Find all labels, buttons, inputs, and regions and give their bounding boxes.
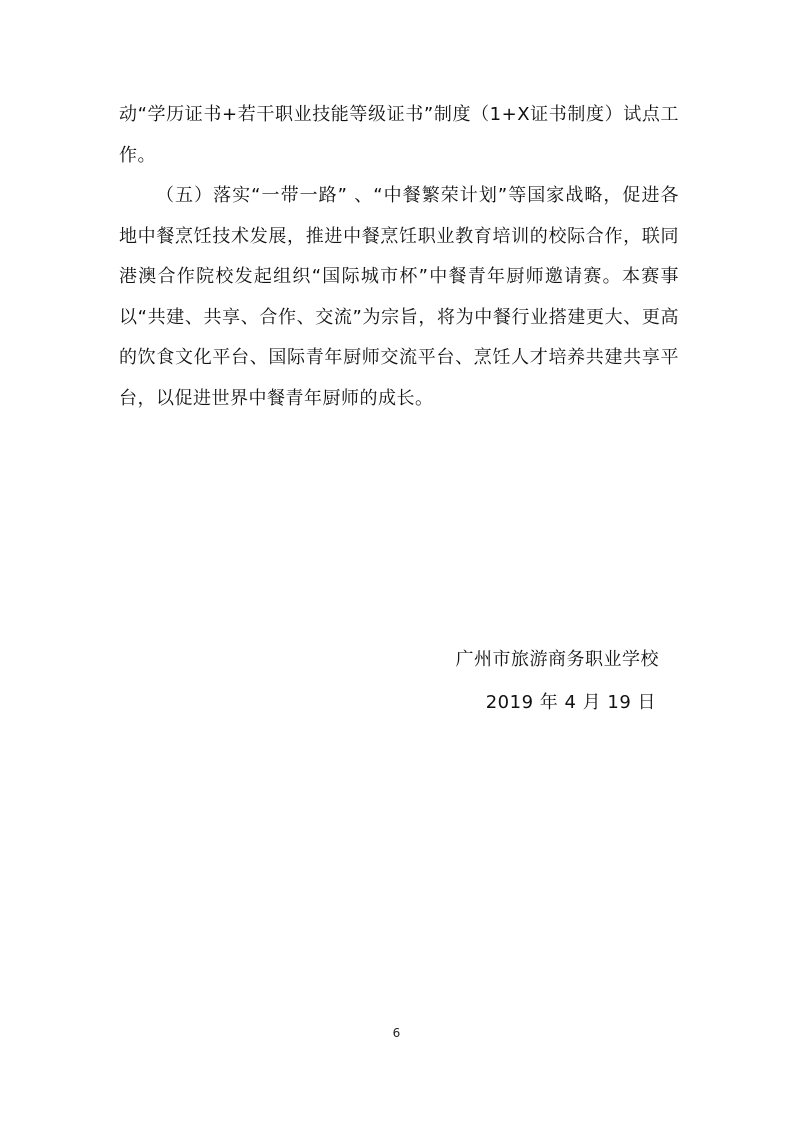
paragraph-continuation: 动“学历证书+若干职业技能等级证书”制度（1+X证书制度）试点工作。 <box>119 104 679 166</box>
signature-date: 2019 年 4 月 19 日 <box>485 692 656 713</box>
body-text <box>119 95 679 419</box>
page-number: 6 <box>392 1026 401 1040</box>
paragraph-section-five: （五）落实“一带一路” 、“中餐繁荣计划”等国家战略，促进各地中餐烹饪技术发展，推进中餐烹饪职业教育培训的校际合作，联同港澳合作院校发起组织“国际城市杯”中餐青年厨师邀请赛。本赛事以“共建、共享、合作、交流”为宗旨，将为中餐行业搭建更大、更高的饮食文化平台、国际青年厨师交流平台、烹饪人才培养共建共享平台，以促进世界中餐青年厨师的成长。 <box>119 185 679 409</box>
signature-organization: 广州市旅游商务职业学校 <box>455 649 659 670</box>
